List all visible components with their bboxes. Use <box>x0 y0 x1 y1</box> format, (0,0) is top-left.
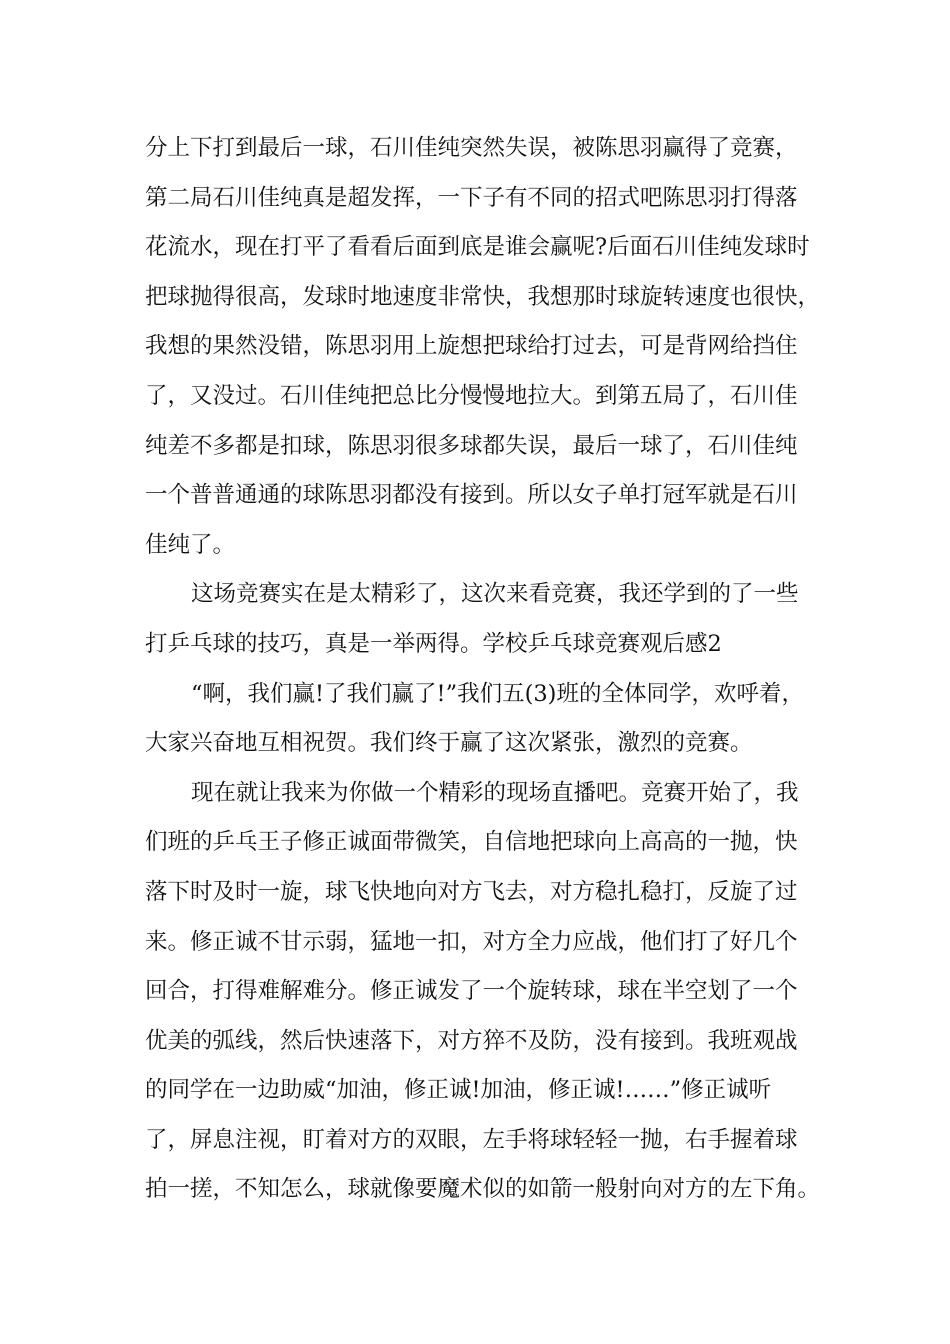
text-line: 大家兴奋地互相祝贺。我们终于赢了这次紧张，激烈的竞赛。 <box>145 730 753 757</box>
text-line: 第二局石川佳纯真是超发挥，一下子有不同的招式吧陈思羽打得落 <box>145 184 798 211</box>
text-line: 分上下打到最后一球，石川佳纯突然失误，被陈思羽赢得了竞赛， <box>145 135 798 161</box>
text-line: 了，屏息注视，盯着对方的双眼，左手将球轻轻一抛，右手握着球 <box>145 1126 798 1153</box>
text-line: 花流水，现在打平了看看后面到底是谁会赢呢?后面石川佳纯发球时 <box>145 234 810 261</box>
paragraph-start-line: “啊，我们赢!了我们赢了!”我们五(3)班的全体同学，欢呼着， <box>191 680 804 707</box>
text-line: 优美的弧线，然后快速落下，对方猝不及防，没有接到。我班观战 <box>145 1027 798 1054</box>
text-line: 我想的果然没错，陈思羽用上旋想把球给打过去，可是背网给挡住 <box>145 333 798 360</box>
document-body <box>145 124 835 1215</box>
text-line: 回合，打得难解难分。修正诚发了一个旋转球，球在半空划了一个 <box>145 978 798 1005</box>
text-line: 了，又没过。石川佳纯把总比分慢慢地拉大。到第五局了，石川佳 <box>145 382 798 409</box>
text-line: 拍一搓，不知怎么，球就像要魔术似的如箭一般射向对方的左下角。 <box>145 1176 821 1203</box>
text-line: 纯差不多都是扣球，陈思羽很多球都失误，最后一球了，石川佳纯 <box>145 432 798 459</box>
text-line: 把球抛得很高，发球时地速度非常快，我想那时球旋转速度也很快， <box>145 283 821 310</box>
text-line: 佳纯了。 <box>145 531 236 558</box>
paragraph-start-line: 现在就让我来为你做一个精彩的现场直播吧。竞赛开始了，我 <box>191 779 799 806</box>
text-line: 一个普普通通的球陈思羽都没有接到。所以女子单打冠军就是石川 <box>145 482 798 509</box>
paragraph-start-line: 这场竞赛实在是太精彩了，这次来看竞赛，我还学到的了一些 <box>191 581 799 608</box>
text-line: 们班的乒乓王子修正诚面带微笑，自信地把球向上高高的一抛，快 <box>145 829 798 856</box>
text-line: 落下时及时一旋，球飞快地向对方飞去，对方稳扎稳打，反旋了过 <box>145 878 798 905</box>
text-line: 来。修正诚不甘示弱，猛地一扣，对方全力应战，他们打了好几个 <box>145 928 798 955</box>
text-line: 打乒乓球的技巧，真是一举两得。学校乒乓球竞赛观后感2 <box>145 630 722 657</box>
text-line: 的同学在一边助威“加油，修正诚!加油，修正诚!……”修正诚听 <box>145 1077 772 1104</box>
